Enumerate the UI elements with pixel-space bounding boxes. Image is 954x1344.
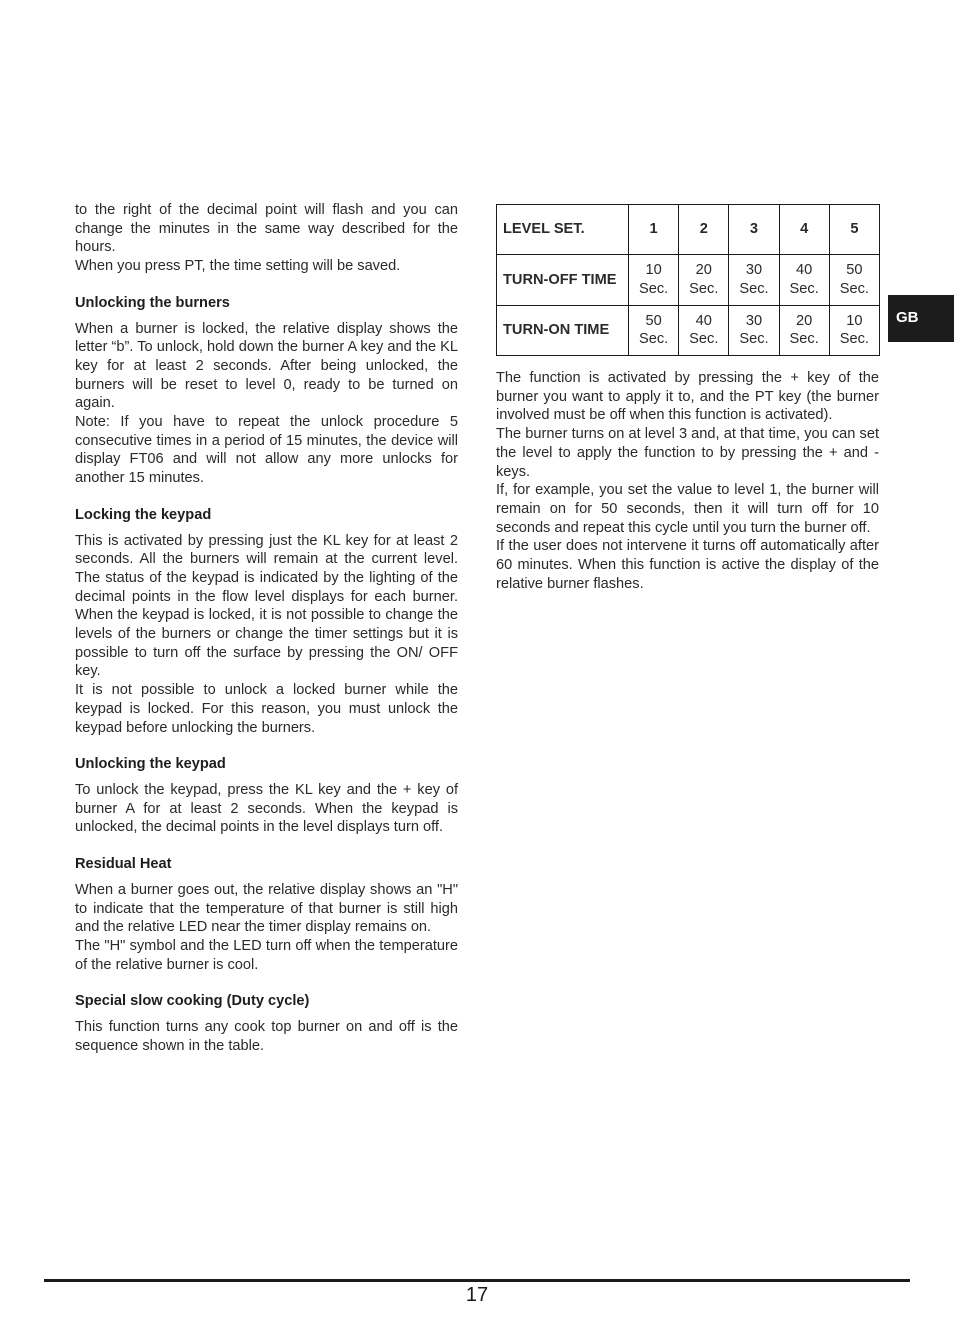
time-value: 20 [796, 312, 813, 329]
time-value: 30 [745, 312, 763, 329]
time-unit: Sec. [839, 280, 869, 297]
time-unit: Sec. [789, 280, 819, 297]
section-locking-keypad [75, 506, 458, 737]
section-residual-heat [75, 855, 458, 974]
time-cell [779, 305, 829, 355]
time-value: 10 [645, 262, 662, 279]
body-paragraph: When a burner goes out, the relative display shows an "H" to indicate that the temperature of that burner is still high and the relative LED near the timer display remains on. [75, 881, 458, 936]
time-unit: Sec. [789, 331, 819, 348]
time-cell [829, 305, 879, 355]
time-cell [679, 255, 729, 305]
time-cell [729, 255, 779, 305]
time-cell [729, 305, 779, 355]
time-value: 20 [695, 262, 712, 279]
body-paragraph: The "H" symbol and the LED turn off when the temperature of the relative burner is cool. [75, 937, 458, 973]
section-duty-cycle [75, 992, 458, 1055]
time-cell [779, 255, 829, 305]
section-heading: Unlocking the burners [75, 294, 230, 311]
time-cell [829, 255, 879, 305]
time-value: 40 [796, 262, 813, 279]
time-cell [679, 305, 729, 355]
time-cell [629, 305, 679, 355]
time-value: 30 [745, 262, 763, 279]
section-heading: Special slow cooking (Duty cycle) [75, 993, 310, 1010]
level-cell: 4 [779, 205, 829, 255]
body-paragraph: If the user does not intervene it turns off automatically after 60 minutes. When this function is active the display of the relative burner flashes. [496, 538, 879, 592]
time-unit: Sec. [739, 331, 769, 348]
time-unit: Sec. [739, 280, 769, 297]
duty-cycle-table [496, 204, 880, 356]
section-unlocking-keypad [75, 755, 458, 837]
section-heading: Residual Heat [75, 856, 172, 873]
body-paragraph: When a burner is locked, the relative display shows the letter “b”. To unlock, hold down the burner A key and the KL key for at least 2 seconds. After being unlocked, the burners will be reset to level 0, ready to be turned on again. [75, 320, 458, 412]
body-paragraph: It is not possible to unlock a locked burner while the keypad is locked. For this reason, you must unlock the keypad before unlocking the burners. [75, 682, 458, 736]
level-cell: 2 [679, 205, 729, 255]
intro-paragraph: to the right of the decimal point will flash and you can change the minutes in the same way described for the hours. [75, 202, 458, 256]
page-number: 17 [465, 1284, 489, 1306]
time-unit: Sec. [638, 280, 669, 297]
left-column [75, 201, 458, 1055]
body-paragraph: This is activated by pressing just the KL key for at least 2 seconds. All the burners will remain at the current level. The status of the keypad is indicated by the lighting of the decimal points in the flow level displays for each burner. When the keypad is locked, it is not possible to change the levels of the burners or change the timer settings but it is possible to turn off the surface by pressing the ON/ OFF key. [75, 532, 458, 680]
level-cell: 5 [829, 205, 879, 255]
time-value: 50 [645, 312, 662, 329]
section-heading: Locking the keypad [75, 506, 212, 523]
level-cell: 1 [629, 205, 679, 255]
section-heading: Unlocking the keypad [75, 756, 226, 773]
note-paragraph: Note: If you have to repeat the unlock procedure 5 consecutive times in a period of 15 minutes, the device will display FT06 and will not allow any more unlocks for another 15 minutes. [75, 414, 458, 487]
time-value: 10 [846, 312, 863, 329]
body-paragraph: If, for example, you set the value to level 1, the burner will remain on for 50 seconds, then it will turn off for 10 seconds and repeat this cycle until you turn the burner off. [496, 482, 879, 536]
section-unlocking-burners [75, 294, 458, 488]
time-value: 50 [846, 262, 863, 279]
table-row [497, 255, 880, 305]
intro-paragraph: When you press PT, the time setting will be saved. [75, 258, 401, 275]
language-tab: GB [888, 295, 954, 342]
time-unit: Sec. [689, 280, 719, 297]
level-cell: 3 [729, 205, 779, 255]
time-cell [629, 255, 679, 305]
body-paragraph: The burner turns on at level 3 and, at that time, you can set the level to apply the function to by pressing the + and - keys. [496, 426, 879, 480]
table-header-row [497, 205, 880, 255]
footer-divider [44, 1279, 910, 1282]
time-unit: Sec. [839, 331, 869, 348]
table-header-label: LEVEL SET. [497, 205, 629, 255]
table-row [497, 305, 880, 355]
row-label: TURN-OFF TIME [497, 255, 629, 305]
body-paragraph: The function is activated by pressing the + key of the burner you want to apply it to, and the PT key (the burner involved must be off when this function is activated). [496, 370, 879, 424]
right-column [496, 369, 879, 593]
body-paragraph: This function turns any cook top burner on and off is the sequence shown in the table. [75, 1019, 458, 1054]
time-unit: Sec. [689, 331, 719, 348]
time-unit: Sec. [638, 331, 669, 348]
row-label: TURN-ON TIME [497, 305, 629, 355]
body-paragraph: To unlock the keypad, press the KL key and the + key of burner A for at least 2 seconds. When the keypad is unlocked, the decimal points in the level displays turn off. [75, 781, 458, 836]
time-value: 40 [695, 312, 712, 329]
